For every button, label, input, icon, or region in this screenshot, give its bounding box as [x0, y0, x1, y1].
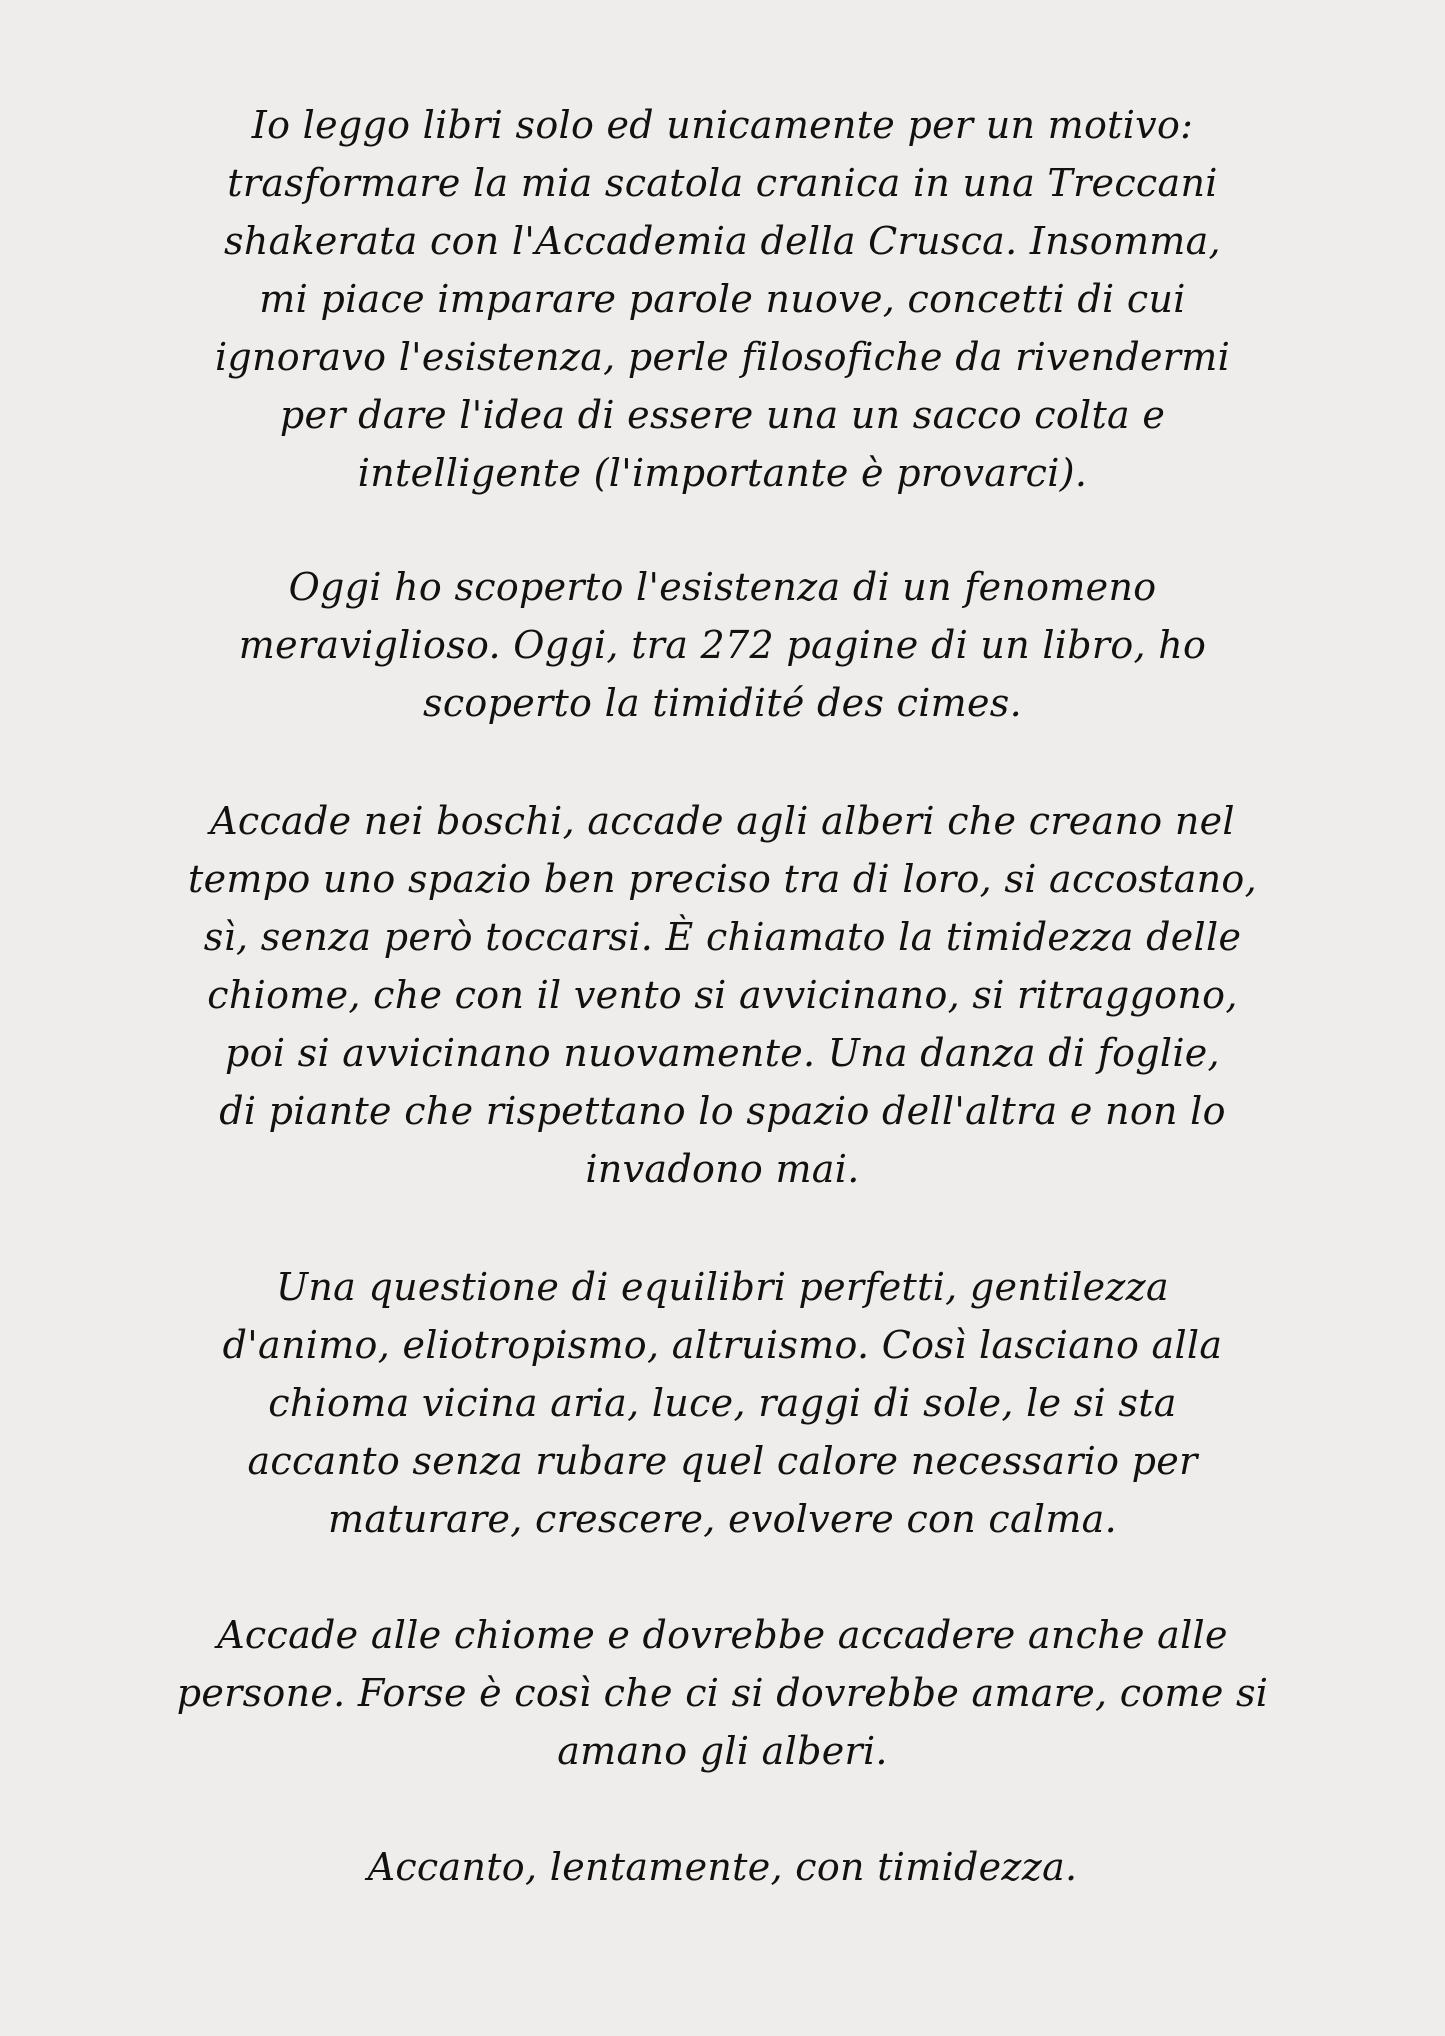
text-line: d'animo, eliotropismo, altruismo. Così lasciano alla [222, 1323, 1223, 1367]
text-line: shakerata con l'Accademia della Crusca. Insomma, [224, 219, 1221, 263]
text-line: Accade nei boschi, accade agli alberi che creano nel [210, 799, 1235, 843]
text-line: sì, senza però toccarsi. È chiamato la timidezza delle [203, 915, 1242, 959]
text-line: chioma vicina aria, luce, raggi di sole, le si sta [268, 1381, 1177, 1425]
paragraph-forest [0, 792, 1445, 1198]
text-line: persone. Forse è così che ci si dovrebbe amare, come si [176, 1671, 1269, 1715]
text-line: tempo uno spazio ben preciso tra di loro, si accostano, [188, 857, 1257, 901]
text-line: scoperto la timidité des cimes. [423, 681, 1022, 725]
text-line: amano gli alberi. [557, 1729, 888, 1773]
paragraph-discovery [0, 558, 1445, 732]
text-line: per dare l'idea di essere una un sacco colta e [279, 393, 1166, 437]
text-line: meraviglioso. Oggi, tra 272 pagine di un libro, ho [238, 623, 1207, 667]
paragraph-closing [0, 1838, 1445, 1896]
text-line: mi piace imparare parole nuove, concetti di cui [259, 277, 1186, 321]
text-line: Accade alle chiome e dovrebbe accadere anche alle [217, 1613, 1228, 1657]
text-line: Una questione di equilibri perfetti, gentilezza [276, 1265, 1169, 1309]
text-line: trasformare la mia scatola cranica in una Treccani [227, 161, 1218, 205]
paragraph-equilibrium [0, 1258, 1445, 1548]
text-line: invadono mai. [585, 1147, 860, 1191]
text-line: ignoravo l'esistenza, perle filosofiche da rivendermi [214, 335, 1231, 379]
text-line: Io leggo libri solo ed unicamente per un motivo: [251, 103, 1194, 147]
text-line: chiome, che con il vento si avvicinano, si ritraggono, [207, 973, 1238, 1017]
text-line: di piante che rispettano lo spazio dell'altra e non lo [219, 1089, 1226, 1133]
text-line: intelligente (l'importante è provarci). [357, 451, 1088, 495]
text-line: accanto senza rubare quel calore necessario per [247, 1439, 1198, 1483]
paragraph-people [0, 1606, 1445, 1780]
paragraph-intro [0, 96, 1445, 502]
text-line: maturare, crescere, evolvere con calma. [327, 1497, 1118, 1541]
text-line: Accanto, lentamente, con timidezza. [367, 1845, 1078, 1889]
text-line: poi si avvicinano nuovamente. Una danza di foglie, [225, 1031, 1220, 1075]
text-line: Oggi ho scoperto l'esistenza di un fenomeno [288, 565, 1157, 609]
